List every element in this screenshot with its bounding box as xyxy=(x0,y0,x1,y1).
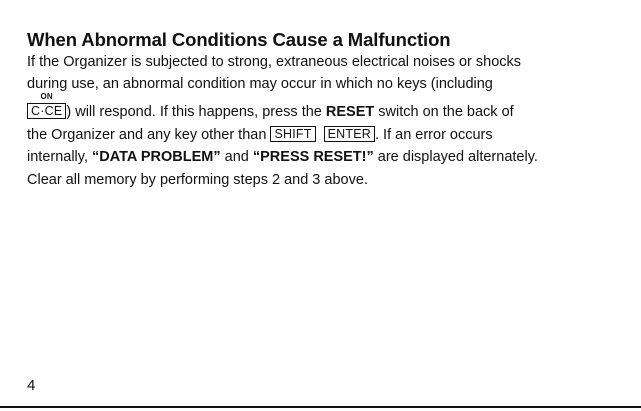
line-5-text-c: are displayed alternately. xyxy=(373,149,538,165)
paragraph-line-6: Clear all memory by performing steps 2 and 3 above. xyxy=(27,172,368,188)
line-5-text-a: internally, xyxy=(27,149,93,165)
paragraph-line-1: If the Organizer is subjected to strong, extraneous electrical noises or shocks xyxy=(27,54,522,70)
cce-key xyxy=(27,92,66,120)
section-heading: When Abnormal Conditions Cause a Malfunction xyxy=(27,29,451,50)
data-problem-message: “DATA PROBLEM” xyxy=(92,149,221,165)
paragraph-line-2: during use, an abnormal condition may occur in which no keys (including xyxy=(27,76,493,92)
line-3-text-b: switch on the back of xyxy=(374,104,514,120)
paragraph-line-5 xyxy=(27,149,538,165)
paragraph-line-4 xyxy=(27,126,493,143)
paragraph-line-3 xyxy=(27,92,514,120)
cce-key-label: C·CE xyxy=(27,103,66,119)
line-5-text-b: and xyxy=(220,149,253,165)
reset-term: RESET xyxy=(325,104,375,120)
press-reset-message: “PRESS RESET!” xyxy=(252,149,374,165)
enter-key: ENTER xyxy=(324,126,375,142)
bottom-divider xyxy=(0,406,641,408)
shift-key: SHIFT xyxy=(270,126,315,142)
cce-key-on-label: ON xyxy=(40,92,53,101)
line-3-text-a: ) will respond. If this happens, press the xyxy=(66,104,326,120)
line-4-text-a: the Organizer and any key other than xyxy=(27,127,271,143)
page-number: 4 xyxy=(27,377,36,394)
line-4-text-b: . If an error occurs xyxy=(374,127,493,143)
